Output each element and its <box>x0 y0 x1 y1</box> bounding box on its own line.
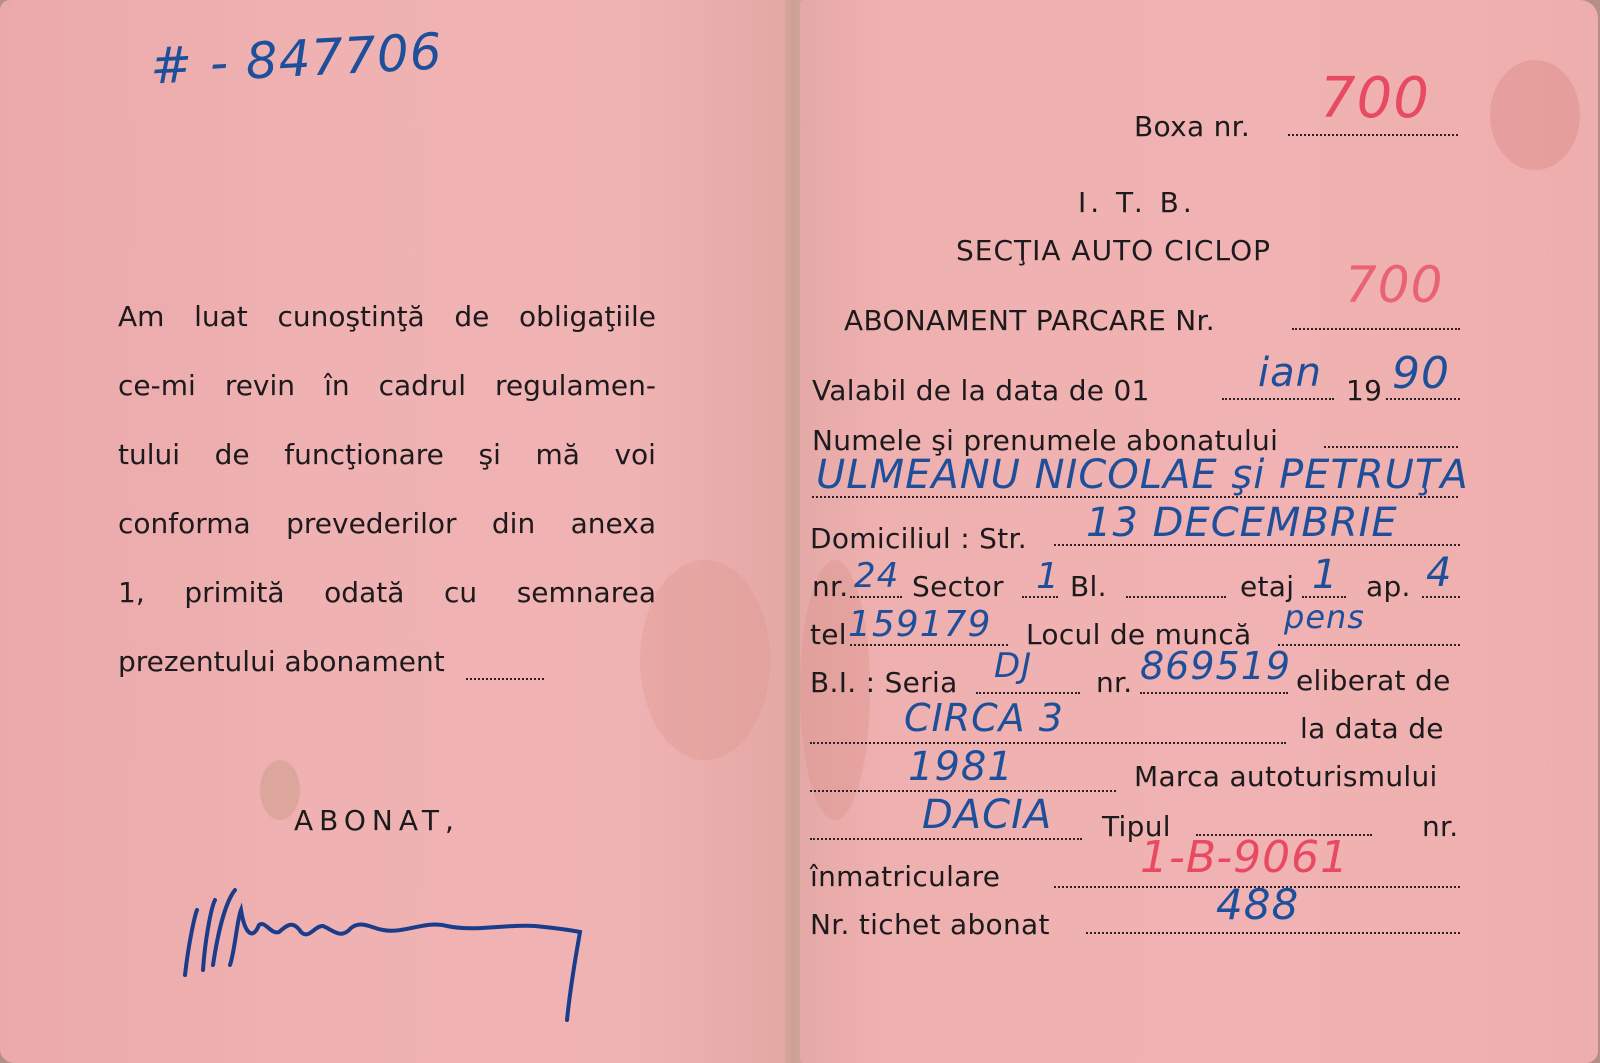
work-label: Locul de muncă <box>1026 618 1252 651</box>
stain <box>1490 60 1580 170</box>
org-line-1: I. T. B. <box>1078 186 1196 219</box>
signatory-label: ABONAT, <box>294 804 460 837</box>
dotted-line <box>1086 932 1460 934</box>
dotted-line <box>810 838 1082 840</box>
left-page <box>0 0 790 1063</box>
valid-month-value: ian <box>1258 350 1322 396</box>
etaj-label: etaj <box>1240 570 1295 603</box>
dotted-line <box>850 596 902 598</box>
address-label: Domiciliul : Str. <box>810 522 1027 555</box>
acknowledgement-word: şi <box>478 438 501 471</box>
car-make-value: DACIA <box>922 792 1053 838</box>
acknowledgement-word: de <box>214 438 250 471</box>
acknowledgement-word: revin <box>224 369 296 402</box>
right-page <box>800 0 1598 1063</box>
street-value: 13 DECEMBRIE <box>1086 500 1398 546</box>
acknowledgement-word: mă <box>535 438 580 471</box>
subscription-label: ABONAMENT PARCARE Nr. <box>844 304 1215 337</box>
acknowledgement-word: Am <box>118 300 165 333</box>
dotted-line <box>466 678 544 680</box>
acknowledgement-word: tului <box>118 438 181 471</box>
dotted-line <box>1278 644 1460 646</box>
acknowledgement-word: de <box>454 300 490 333</box>
id-nr-value: 869519 <box>1140 644 1292 688</box>
acknowledgement-word: regulamen- <box>495 369 656 402</box>
ap-label: ap. <box>1366 570 1411 603</box>
box-label: Boxa nr. <box>1134 110 1251 143</box>
sector-label: Sector <box>912 570 1004 603</box>
acknowledgement-word: funcţionare <box>284 438 444 471</box>
dotted-line <box>1422 596 1460 598</box>
car-make-label: Marca autoturismului <box>1134 760 1438 793</box>
acknowledgement-word: luat <box>194 300 248 333</box>
acknowledgement-line-2 <box>118 369 656 402</box>
dotted-line <box>976 692 1080 694</box>
nr-value: 24 <box>854 556 900 596</box>
tel-value: 159179 <box>848 604 992 645</box>
reg-nr-label: nr. <box>1422 810 1459 843</box>
dotted-line <box>1140 692 1288 694</box>
dotted-line <box>1288 134 1458 136</box>
handwritten-number: # - 847706 <box>148 22 444 96</box>
sector-value: 1 <box>1036 556 1060 597</box>
holder-name-value: ULMEANU NICOLAE şi PETRUŢA <box>816 452 1469 498</box>
stain <box>640 560 770 760</box>
box-value: 700 <box>1320 66 1430 131</box>
issue-date-value: 1981 <box>908 744 1014 790</box>
id-nr-label: nr. <box>1096 666 1133 699</box>
bl-label: Bl. <box>1070 570 1107 603</box>
acknowledgement-word: cu <box>443 576 478 609</box>
nr-label: nr. <box>812 570 849 603</box>
valid-year-prefix: 19 <box>1346 374 1383 407</box>
acknowledgement-line-6 <box>118 645 445 678</box>
acknowledgement-word: ce-mi <box>118 369 196 402</box>
car-type-label: Tipul <box>1102 810 1171 843</box>
acknowledgement-word: prevederilor <box>286 507 457 540</box>
dotted-line <box>1126 596 1226 598</box>
acknowledgement-word: voi <box>614 438 656 471</box>
acknowledgement-word: 1, <box>118 576 145 609</box>
acknowledgement-word: anexa <box>570 507 656 540</box>
acknowledgement-word: prezentului abonament <box>118 645 445 678</box>
ticket-label: Nr. tichet abonat <box>810 908 1050 941</box>
etaj-value: 1 <box>1312 552 1339 598</box>
work-value: pens <box>1284 598 1365 636</box>
tel-label: tel <box>810 618 847 651</box>
acknowledgement-line-1 <box>118 300 656 333</box>
id-series-value: DJ <box>994 646 1033 686</box>
valid-year-value: 90 <box>1392 348 1450 399</box>
acknowledgement-word: cadrul <box>378 369 466 402</box>
dotted-line <box>1222 398 1334 400</box>
signature <box>175 880 605 1030</box>
acknowledgement-word: din <box>491 507 536 540</box>
acknowledgement-word: primită <box>184 576 285 609</box>
acknowledgement-word: semnarea <box>516 576 656 609</box>
dotted-line <box>1324 446 1458 448</box>
dotted-line <box>812 496 1458 498</box>
acknowledgement-line-5 <box>118 576 656 609</box>
id-series-label: B.I. : Seria <box>810 666 958 699</box>
holder-name-label: Numele şi prenumele abonatului <box>812 424 1279 457</box>
acknowledgement-word: cunoştinţă <box>277 300 425 333</box>
valid-from-label: Valabil de la data de 01 <box>812 374 1150 407</box>
acknowledgement-line-4 <box>118 507 656 540</box>
issued-by-value: CIRCA 3 <box>904 696 1064 740</box>
acknowledgement-word: în <box>324 369 350 402</box>
registration-value: 1-B-9061 <box>1140 832 1350 883</box>
acknowledgement-line-3 <box>118 438 656 471</box>
acknowledgement-word: conforma <box>118 507 251 540</box>
ticket-value: 488 <box>1216 880 1300 929</box>
dotted-line <box>810 742 1286 744</box>
ap-value: 4 <box>1426 550 1453 596</box>
subscription-value: 700 <box>1345 256 1444 314</box>
registration-label: înmatriculare <box>810 860 1001 893</box>
dotted-line <box>1292 328 1460 330</box>
issued-by-label: eliberat de <box>1296 664 1451 697</box>
acknowledgement-word: obligaţiile <box>519 300 656 333</box>
acknowledgement-word: odată <box>324 576 405 609</box>
org-line-2: SECŢIA AUTO CICLOP <box>956 234 1272 267</box>
issue-date-label: la data de <box>1300 712 1444 745</box>
